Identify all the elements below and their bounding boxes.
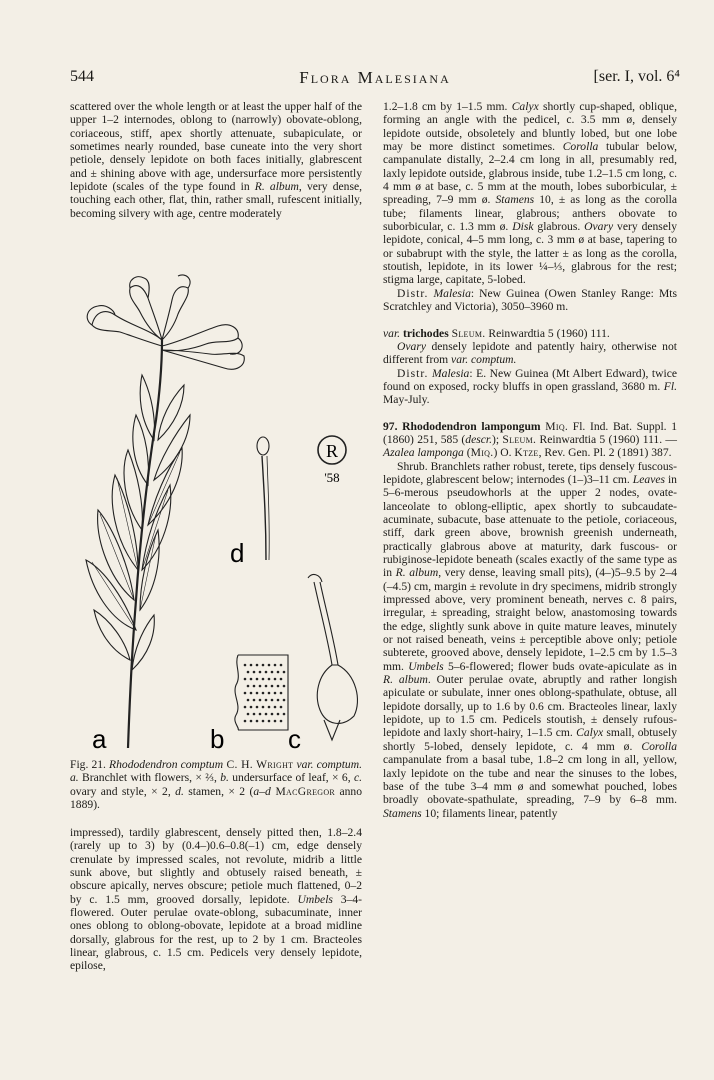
distribution-comptum: Distr. Malesia: New Guinea (Owen Stanley Range: Mts Scratchley and Victoria), 3050–3960 m. [383,286,677,314]
label-b: b [210,724,225,754]
lampongum-heading: 97. Rhododendron lampongum Miq. Fl. Ind. Bat. Suppl. 1 (1860) 251, 585 (descr.); Sleum. Reinwardtia 5 (1960) 111. — Azalea lamponga (Miq.) O. Ktze, Rev. Gen. Pl. 2 (1891) 387. [383,419,678,460]
right-column [383,100,677,820]
monogram-year: '58 [324,470,340,485]
running-title: Flora Malesiana [299,68,451,87]
label-c: c [288,724,301,754]
label-d: d [230,538,245,568]
monogram-letter: R [325,441,339,461]
distribution-trichodes: Distr. Malesia: E. New Guinea (Mt Albert Edward), twice found on exposed, rocky bluffs in open grassland, 3680 m. Fl. May-July. [383,366,677,407]
series-volume: [ser. I, vol. 6⁴ [593,68,680,85]
trichodes-description: Ovary densely lepidote and patently hairy, otherwise not different from var. comptum. [383,339,677,367]
var-trichodes-heading: var. trichodes Sleum. Reinwardtia 5 (1960) 111. [383,326,610,340]
page-number: 544 [70,68,94,85]
flower-description: 1.2–1.8 cm by 1–1.5 mm. Calyx shortly cup-shaped, oblique, forming an angle with the pedicel, c. 3.5 mm ø, densely lepidote outside, obsoletely and bluntly lobed, but one lobe may be more distinct sometimes. Corolla tubular below, campanulate distally, 2–2.4 cm long in all, presumably red, laxly lepidote outside, glabrous inside, tube 1.2–1.5 cm long, c. 4 mm ø at base, c. 5 mm at the mouth, lobes suborbicular, ± spreading, 7–9 mm ø. Stamens 10, ± as long as the corolla tube; filaments linear, glabrous; anthers obovate to suborbicular, c. 1.3 mm ø. Disk glabrous. Ovary very densely lepidote, conical, 4–5 mm long, c. 3 mm ø at base, tapering to or subabrupt with the style, the latter ± as long as the corolla, stoutish, lepidote, in its lower ¼–⅓, glabrous for the rest; stigma large, capitate, 5-lobed. [383,100,677,287]
lampongum-description: Shrub. Branchlets rather robust, terete, tips densely fuscous-lepidote, glabrescent below; internodes (1–)3–11 cm. Leaves in 5–6-merous pseudowhorls at the upper 2 nodes, ovate-lanceolate to oblong-elliptic, apex shortly to subcaudate-acuminate, subacute, base attenuate to the petiole, coriaceous, stiff, dark green above, brownish greenish underneath, practically glabrous above at maturity, dark fuscous- or rubiginose-lepidote beneath (scales exactly of the same type as in R. album, very dense, leaving small pits), (4–)5–9.5 by 2–4 (–4.5) cm, margin ± revolute in dry specimens, midrib strongly impressed above, very prominent beneath, nerves c. 8 pairs, irregular, ± spreading, straight below, anastomosing towards the edge, slightly sunk above in quite mature leaves, minutely or not raised beneath, veins ± perceptible above only; petiole subterete, grooved above, densely lepidote, 1–2.5 cm by 1.5–3 mm. Umbels 5–6-flowered; flower buds ovate-apiculate as in R. album. Outer perulae ovate, abruptly and rather longish apiculate or subulate, inner ones oblong-spathulate, obtuse, all lepidote dorsally, up to 1.6 by 0.6 cm. Bracteoles linear, laxly lepidote, up to 1.5 cm. Pedicels stoutish, ± densely rufous-lepidote and laxly short-hairy, 1–1.5 cm. Calyx small, obtusely shortly 5-lobed, densely lepidote, c. 4 mm ø. Corolla campanulate from a basal tube, 1.8–2 cm long in all, yellow, laxly lepidote on the tube and near the sinuses to the lobes, base of the tube 3–4 mm ø and somewhat pouched, lobes broadly obovate-spathulate, spreading, 7–9 by 6–8 mm. Stamens 10; filaments linear, patently [383,459,677,820]
label-a: a [92,724,107,754]
page-header [70,66,680,90]
left-column-bottom [70,826,362,973]
leaf-description: scattered over the whole length or at least the upper half of the upper 1–2 internodes, oblong to (narrowly) obovate-oblong, coriaceous, stiff, apex shortly attenuate, subapiculate, or sometimes nearly rounded, base cuneate into the very short petiole, densely lepidote on both faces initially, glabrescent and ± shining above with age, undersurface more persistently lepidote (scales of the type found in R. album, very dense, touching each other, flat, thin, rather small, rufescent initially, becoming silvery with age, centre moderately [70,100,362,220]
umbel-description: impressed), tardily glabrescent, densely pitted then, 1.8–2.4 (rarely up to 3) by (0.4–)0.6–0.8(–1) cm, edge densely crenulate by impressed scales, not revolute, midrib a little sunk above, but slightly and obtusely raised beneath, ± obscure apically, nerves obscure; petiole much flattened, 0–2 by c. 1.5 mm, grooved dorsally, lepidote. Umbels 3–4-flowered. Outer perulae ovate-oblong, subacuminate, inner ones oblong to oblong-obovate, lepidote at a broad midline dorsally, glabrous for the rest, up to 2 by 1 cm. Bracteoles linear, glabrous, c. 1.5 cm. Pedicels very densely lepidote, epilose, [70,826,362,973]
figure-caption: Fig. 21. Rhododendron comptum C. H. Wright var. comptum. a. Branchlet with flowers, × ⅔, b. undersurface of leaf, × 6, c. ovary and style, × 2, d. stamen, × 2 (a–d MacGregor anno 1889). [70,758,362,812]
botanical-illustration [70,270,362,755]
left-column-top [70,100,362,220]
